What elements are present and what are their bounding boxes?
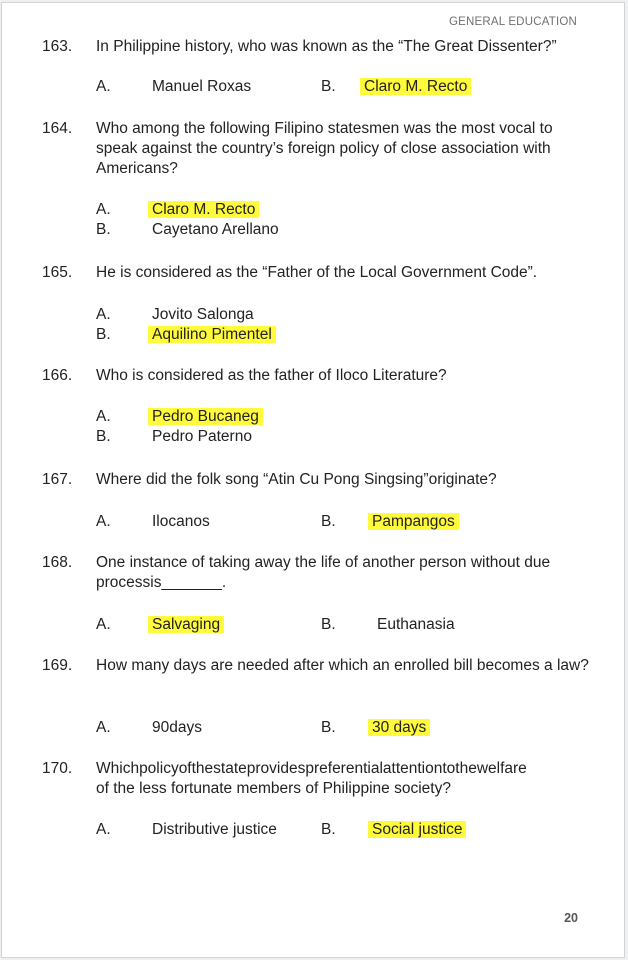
option-letter: B. xyxy=(321,513,336,530)
question-text: Who among the following Filipino statesmen was the most vocal to speak against the country’s foreign policy of close association with Americans? xyxy=(96,120,553,177)
option-letter: A. xyxy=(96,408,111,425)
highlighted-answer: Claro M. Recto xyxy=(360,78,471,95)
question-number: 167. xyxy=(42,471,73,488)
question-text xyxy=(96,759,596,799)
option-text: Cayetano Arellano xyxy=(152,221,279,238)
option-text: Jovito Salonga xyxy=(152,306,254,323)
question-text-line2: of the less fortunate members of Philippine society? xyxy=(96,780,451,797)
answer-blank: _______ xyxy=(161,574,222,591)
question-text-line1: One instance of taking away the life of another person without due xyxy=(96,554,551,571)
question-number: 164. xyxy=(42,120,73,137)
page-header: GENERAL EDUCATION xyxy=(448,16,577,28)
page-number: 20 xyxy=(564,911,578,925)
highlighted-answer: Aquilino Pimentel xyxy=(148,326,276,343)
option-letter: A. xyxy=(96,78,111,95)
option-letter: A. xyxy=(96,306,111,323)
question-text: In Philippine history, who was known as the “The Great Dissenter?” xyxy=(96,38,557,55)
option-text: Euthanasia xyxy=(377,616,455,633)
highlighted-answer: 30 days xyxy=(368,719,430,736)
option-letter: B. xyxy=(321,719,336,736)
question-number: 166. xyxy=(42,367,73,384)
option-letter: B. xyxy=(96,428,111,445)
highlighted-answer: Pedro Bucaneg xyxy=(148,408,263,425)
option-letter: B. xyxy=(321,78,336,95)
option-letter: A. xyxy=(96,616,111,633)
option-letter: B. xyxy=(321,821,336,838)
option-text: Pedro Paterno xyxy=(152,428,252,445)
option-letter: A. xyxy=(96,719,111,736)
option-letter: A. xyxy=(96,513,111,530)
question-number: 169. xyxy=(42,657,73,674)
question-number: 170. xyxy=(42,760,73,777)
question-text: He is considered as the “Father of the Local Government Code”. xyxy=(96,264,538,281)
option-text: Ilocanos xyxy=(152,513,210,530)
question-text: How many days are needed after which an enrolled bill becomes a law? xyxy=(96,657,589,674)
question-text-end: . xyxy=(221,574,227,591)
option-text: Distributive justice xyxy=(152,821,277,838)
highlighted-answer: Claro M. Recto xyxy=(148,201,259,218)
highlighted-answer: Social justice xyxy=(368,821,466,838)
highlighted-answer: Salvaging xyxy=(148,616,224,633)
question-number: 163. xyxy=(42,38,73,55)
question-text xyxy=(96,553,596,593)
option-text: Manuel Roxas xyxy=(152,78,252,95)
option-letter: B. xyxy=(321,616,336,633)
question-number: 168. xyxy=(42,554,73,571)
highlighted-answer: Pampangos xyxy=(368,513,459,530)
question-text: Where did the folk song “Atin Cu Pong Singsing”originate? xyxy=(96,471,497,488)
question-text-line2: processis xyxy=(96,574,162,591)
option-letter: B. xyxy=(96,221,111,238)
question-text: Who is considered as the father of Iloco Literature? xyxy=(96,367,447,384)
option-text: 90days xyxy=(152,719,202,736)
question-text-line1: Whichpolicyofthestateprovidespreferentialattentiontothewelfare xyxy=(96,760,527,777)
document-page xyxy=(1,2,625,958)
option-letter: A. xyxy=(96,821,111,838)
option-letter: B. xyxy=(96,326,111,343)
option-letter: A. xyxy=(96,201,111,218)
question-number: 165. xyxy=(42,264,73,281)
